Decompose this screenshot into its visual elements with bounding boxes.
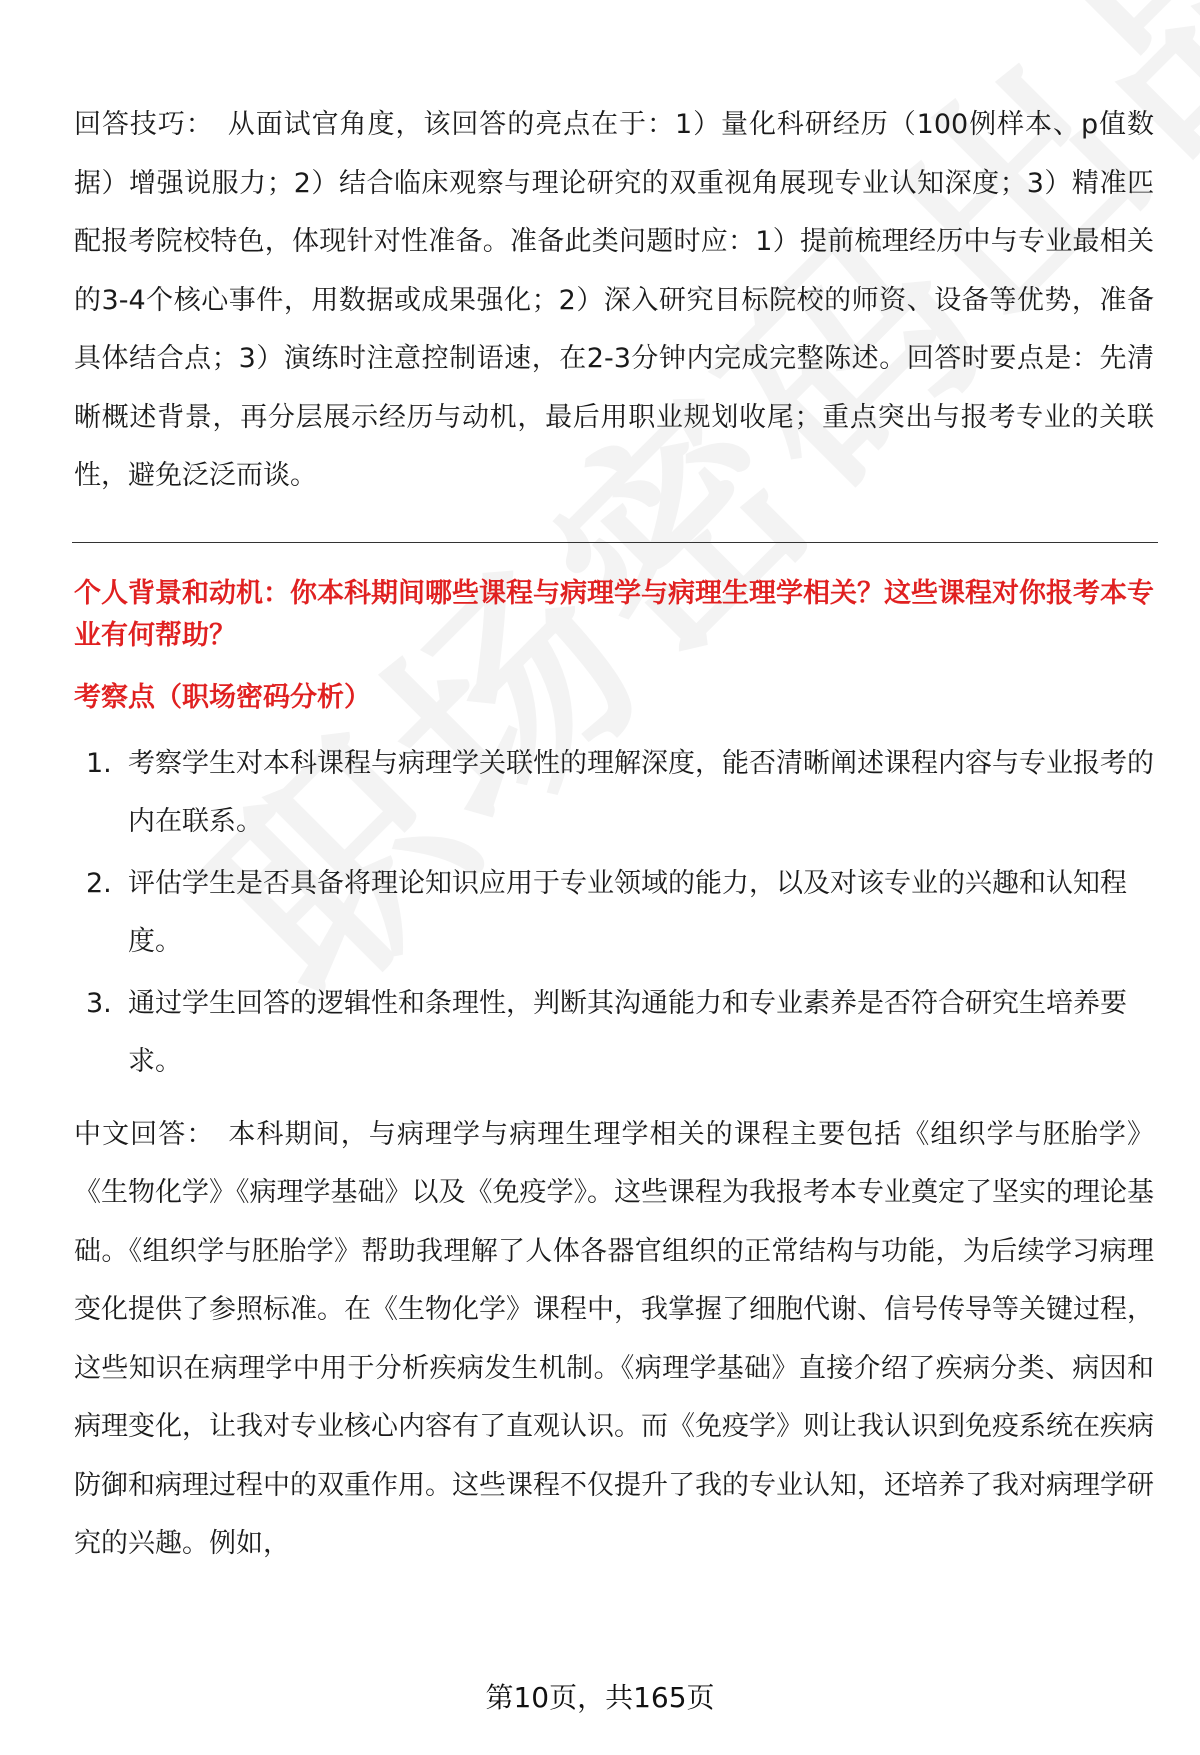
document-page	[74, 96, 1154, 1574]
section-divider	[72, 542, 1158, 543]
page-number-footer: 第10页，共165页	[485, 1681, 715, 1714]
tips-label: 回答技巧：	[74, 109, 214, 140]
list-item-number: 1.	[86, 747, 112, 779]
answer-paragraph	[74, 1106, 1154, 1574]
focus-title: 考察点（职场密码分析）	[74, 681, 371, 713]
list-item-number: 2.	[86, 867, 112, 899]
tips-text: 从面试官角度，该回答的亮点在于：1）量化科研经历（100例样本、p值数据）增强说服力；2）结合临床观察与理论研究的双重视角展现专业认知深度；3）精准匹配报考院校特色，体现针对性准备。准备此类问题时应：1）提前梳理经历中与专业最相关的3-4个核心事件，用数据或成果强化；2）深入研究目标院校的师资、设备等优势，准备具体结合点；3）演练时注意控制语速，在2-3分钟内完成完整陈述。回答时要点是：先清晰概述背景，再分层展示经历与动机，最后用职业规划收尾；重点突出与报考专业的关联性，避免泛泛而谈。	[74, 109, 1154, 491]
list-item-number: 3.	[86, 987, 112, 1019]
answer-label: 中文回答：	[74, 1118, 215, 1150]
focus-points-list	[74, 735, 1154, 1092]
list-item	[74, 855, 1154, 972]
list-item	[74, 735, 1154, 852]
list-item-text: 评估学生是否具备将理论知识应用于专业领域的能力，以及对该专业的兴趣和认知程度。	[128, 867, 1127, 957]
list-item-text: 通过学生回答的逻辑性和条理性，判断其沟通能力和专业素养是否符合研究生培养要求。	[128, 987, 1127, 1077]
question-heading: 个人背景和动机：你本科期间哪些课程与病理学与病理生理学相关？这些课程对你报考本专业有何帮助？	[74, 577, 1154, 651]
answer-text: 本科期间，与病理学与病理生理学相关的课程主要包括《组织学与胚胎学》《生物化学》《病理学基础》以及《免疫学》。这些课程为我报考本专业奠定了坚实的理论基础。《组织学与胚胎学》帮助我理解了人体各器官组织的正常结构与功能，为后续学习病理变化提供了参照标准。在《生物化学》课程中，我掌握了细胞代谢、信号传导等关键过程，这些知识在病理学中用于分析疾病发生机制。《病理学基础》直接介绍了疾病分类、病因和病理变化，让我对专业核心内容有了直观认识。而《免疫学》则让我认识到免疫系统在疾病防御和病理过程中的双重作用。这些课程不仅提升了我的专业认知，还培养了我对病理学研究的兴趣。例如，	[74, 1118, 1154, 1559]
tips-paragraph	[74, 96, 1154, 506]
list-item	[74, 975, 1154, 1092]
list-item-text: 考察学生对本科课程与病理学关联性的理解深度，能否清晰阐述课程内容与专业报考的内在联系。	[128, 747, 1154, 837]
